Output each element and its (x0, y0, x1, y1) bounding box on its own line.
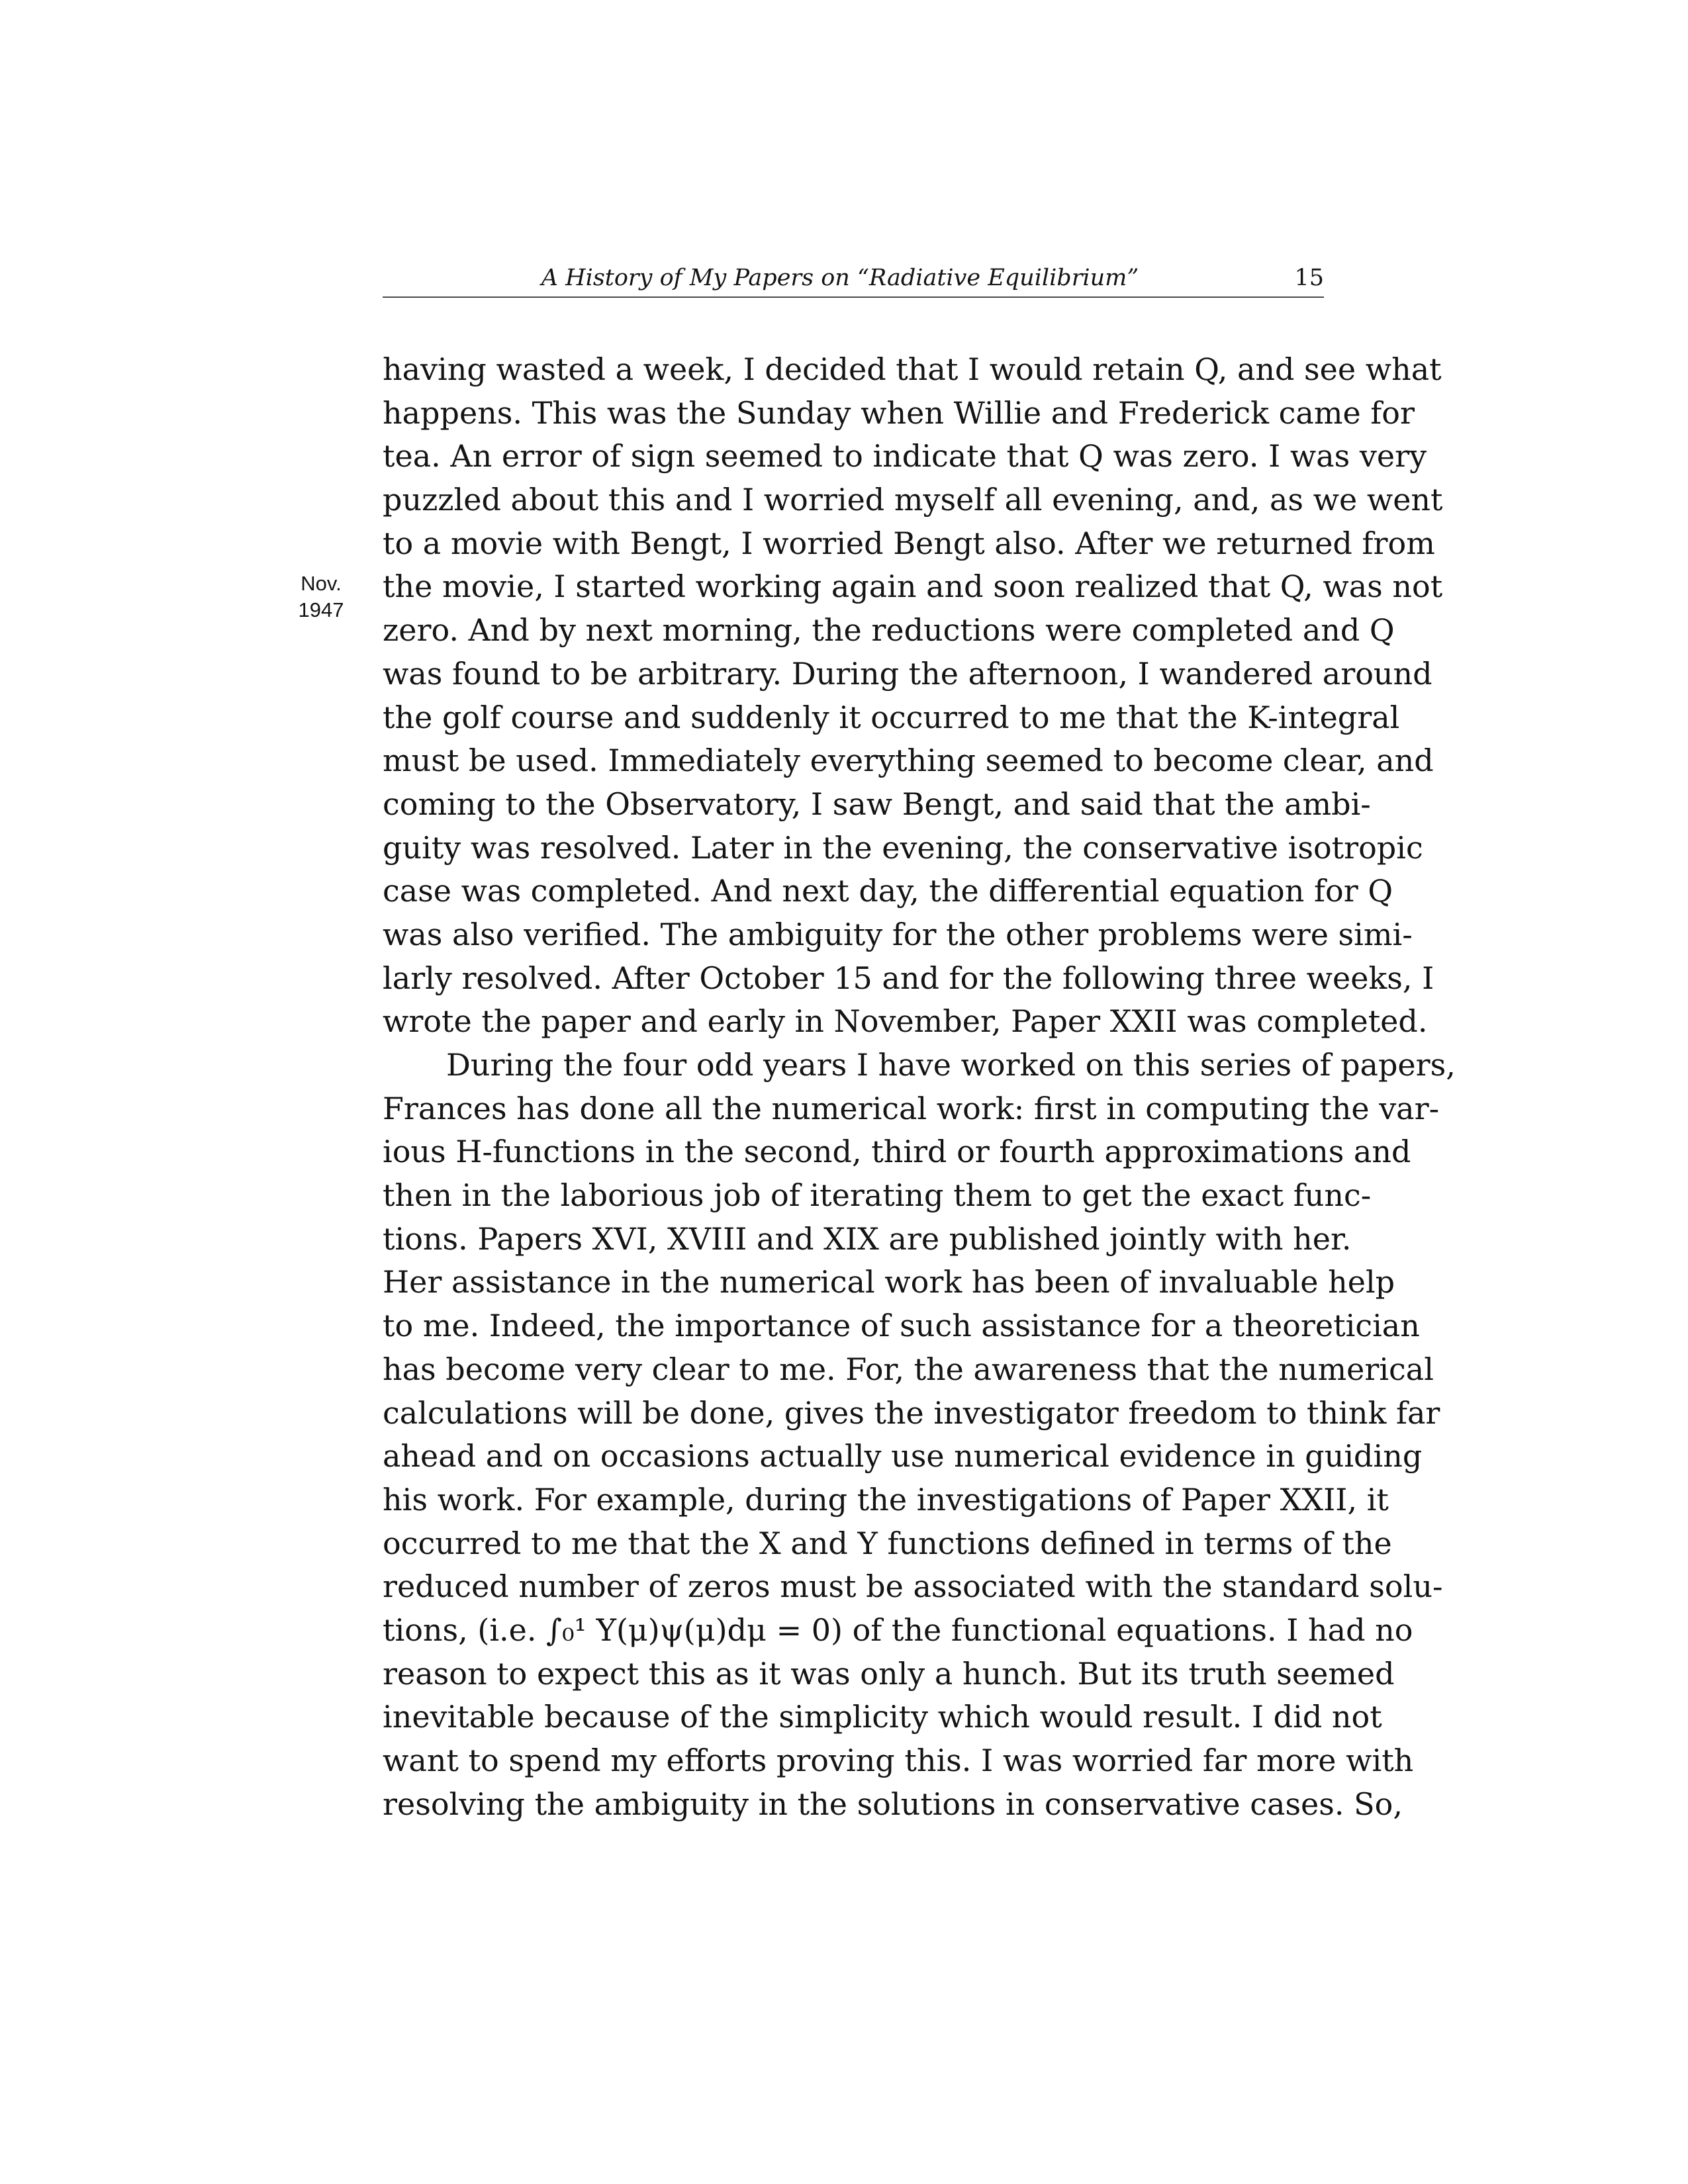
page-number: 15 (1294, 265, 1324, 291)
text-line: guity was resolved. Later in the evening, the conservative isotropic (383, 829, 1423, 866)
text-line: zero. And by next morning, the reductions were completed and Q (383, 612, 1395, 649)
text-line: has become very clear to me. For, the awareness that the numerical (383, 1351, 1434, 1387)
text-line: to a movie with Bengt, I worried Bengt also. After we returned from (383, 525, 1435, 561)
margin-note-year: 1947 (298, 598, 344, 621)
margin-note-date (285, 570, 357, 623)
running-title: A History of My Papers on “Radiative Equilibrium” (541, 265, 1139, 291)
text-line: want to spend my efforts proving this. I was worried far more with (383, 1743, 1414, 1778)
text-line: resolving the ambiguity in the solutions in conservative cases. So, (383, 1786, 1403, 1822)
text-line-with-equation: tions, (i.e. ∫₀¹ Y(μ)ψ(μ)dμ = 0) of the functional equations. I had no (383, 1612, 1413, 1648)
text-line: larly resolved. After October 15 and for the following three weeks, I (383, 960, 1434, 996)
text-line: the movie, I started working again and soon realized that Q, was not (383, 569, 1443, 605)
header-rule (383, 296, 1324, 298)
margin-note-month: Nov. (301, 572, 342, 595)
text-line: to me. Indeed, the importance of such assistance for a theoretician (383, 1308, 1420, 1344)
text-line: the golf course and suddenly it occurred to me that the K-integral (383, 699, 1400, 735)
text-line: Frances has done all the numerical work: first in computing the var- (383, 1090, 1440, 1126)
text-line: tea. An error of sign seemed to indicate that Q was zero. I was very (383, 438, 1427, 475)
text-line: wrote the paper and early in November, Paper XXII was completed. (383, 1003, 1428, 1040)
text-line: reason to expect this as it was only a hunch. But its truth seemed (383, 1655, 1395, 1692)
text-line: his work. For example, during the investigations of Paper XXII, it (383, 1481, 1389, 1518)
paragraph-first-line: During the four odd years I have worked on this series of papers, (446, 1047, 1456, 1083)
text-line: case was completed. And next day, the differential equation for Q (383, 873, 1393, 909)
text-line: reduced number of zeros must be associated with the standard solu- (383, 1569, 1443, 1605)
text-line: must be used. Immediately everything seemed to become clear, and (383, 743, 1434, 779)
text-line: puzzled about this and I worried myself all evening, and, as we went (383, 482, 1443, 518)
text-line: calculations will be done, gives the investigator freedom to think far (383, 1394, 1440, 1431)
text-line: Her assistance in the numerical work has been of invaluable help (383, 1264, 1395, 1300)
running-head (383, 259, 1324, 296)
text-line: coming to the Observatory, I saw Bengt, and said that the ambi- (383, 786, 1371, 822)
text-line: was also verified. The ambiguity for the other problems were simi- (383, 916, 1413, 952)
text-line: happens. This was the Sunday when Willie and Frederick came for (383, 394, 1415, 431)
text-line: inevitable because of the simplicity which would result. I did not (383, 1699, 1382, 1735)
text-line: ious H-functions in the second, third or fourth approximations and (383, 1134, 1411, 1170)
text-line: then in the laborious job of iterating them to get the exact func- (383, 1177, 1372, 1214)
text-line: occurred to me that the X and Y functions defined in terms of the (383, 1525, 1392, 1561)
body-text (383, 348, 1456, 1826)
text-line: was found to be arbitrary. During the afternoon, I wandered around (383, 655, 1432, 692)
text-line: tions. Papers XVI, XVIII and XIX are published jointly with her. (383, 1220, 1352, 1257)
text-line: having wasted a week, I decided that I would retain Q, and see what (383, 351, 1442, 387)
text-line: ahead and on occasions actually use numerical evidence in guiding (383, 1438, 1423, 1475)
